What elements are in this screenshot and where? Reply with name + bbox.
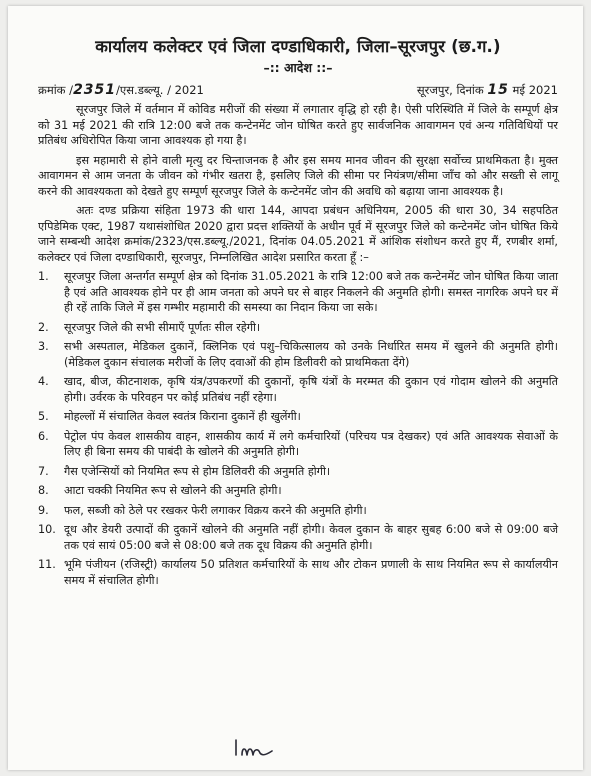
signature-mark bbox=[232, 737, 280, 759]
list-item bbox=[38, 374, 558, 405]
list-item bbox=[38, 320, 558, 336]
reference-line bbox=[38, 82, 558, 98]
item-number: 6. bbox=[38, 429, 49, 443]
item-text: आटा चक्की नियमित रूप से खोलने की अनुमति होगी। bbox=[64, 484, 282, 497]
item-number: 5. bbox=[38, 410, 49, 423]
list-item bbox=[38, 429, 558, 460]
item-number: 8. bbox=[38, 484, 49, 497]
item-number: 2. bbox=[38, 320, 49, 334]
list-item bbox=[38, 522, 558, 553]
handwritten-order-number: 2351 bbox=[73, 82, 117, 98]
handwritten-day: 15 bbox=[487, 82, 509, 98]
item-text: खाद, बीज, कीटनाशक, कृषि यंत्र/उपकरणों की दुकानों, कृषि यंत्रों के मरम्मत की दुकान एवं गोदाम खोलने की अनुमति होगी। उर्वरक के परिवहन पर कोई प्रतिबंध नहीं रहेगा। bbox=[64, 375, 558, 404]
document-page bbox=[8, 6, 583, 770]
paragraph-2: इस महामारी से होने वाली मृत्यु दर चिन्ताजनक है और इस समय मानव जीवन की सुरक्षा सर्वोच्च प्राथमिकता है। मुक्त आवागमन से आम जनता के जीवन को गंभीर खतरा है, इसलिए जिले की सीमा पर नियंत्रण/सीमा जाँच को और सख्ती से लागू करने की आवश्यकता को देखते हुए सम्पूर्ण सूरजपुर जिले के कन्टेनमेंट जोन की अवधि को बढ़ाया जाना आवश्यक है। bbox=[38, 153, 558, 198]
list-item bbox=[38, 339, 558, 370]
list-item bbox=[38, 503, 558, 519]
item-text: मोहल्लों में संचालित केवल स्वतंत्र किराना दुकानें ही खुलेंगी। bbox=[64, 410, 301, 423]
order-items-list bbox=[38, 269, 558, 588]
item-text: भूमि पंजीयन (रजिस्ट्री) कार्यालय 50 प्रतिशत कर्मचारियों के साथ और टोकन प्रणाली के साथ नियमित रूप से कार्यालयीन समय में संचालित होगी। bbox=[64, 558, 558, 587]
item-text: सूरजपुर जिले की सभी सीमाएँ पूर्णतः सील रहेगी। bbox=[64, 320, 261, 334]
item-text: सभी अस्पताल, मेडिकल दुकानें, क्लिनिक एवं पशु–चिकित्सालय को उनके निर्धारित समय में खुलने की अनुमति होगी। (मेडिकल दुकान संचालक मरीजों के लिए दवाओं की होम डिलीवरी को प्राथमिकता देंगे) bbox=[64, 340, 558, 369]
list-item bbox=[38, 269, 558, 316]
order-date: सूरजपुर, दिनांक 15 मई 2021 bbox=[416, 82, 558, 98]
item-number: 9. bbox=[38, 503, 49, 517]
item-number: 4. bbox=[38, 375, 49, 388]
list-item bbox=[38, 464, 558, 480]
list-item bbox=[38, 483, 558, 499]
signature bbox=[232, 737, 280, 763]
item-text: फल, सब्जी को ठेले पर रखकर फेरी लगाकर विक्रय करने की अनुमति होगी। bbox=[64, 503, 367, 517]
paragraph-3: अतः दण्ड प्रक्रिया संहिता 1973 की धारा 144, आपदा प्रबंधन अधिनियम, 2005 की धारा 30, 34 सहपठित एपिडेमिक एक्ट, 1987 यथासंशोधित 2020 द्वारा प्रदत्त शक्तियों के अधीन पूर्व में सूरजपुर जिले को कन्टेनमेंट जोन घोषित किये जाने सम्बन्धी आदेश क्रमांक/2323/एस.डब्ल्यू./2021, दिनांक 04.05.2021 में आंशिक संशोधन करते हुए मैं, रणबीर शर्मा, कलेक्टर एवं जिला दण्डाधिकारी, सूरजपुर, निम्नलिखित आदेश प्रसारित करता हूँ :– bbox=[38, 204, 558, 264]
item-text: दूध और डेयरी उत्पादों की दुकानें खोलने की अनुमति नहीं होगी। केवल दुकान के बाहर सुबह 6:00 बजे से 09:00 बजे तक एवं सायं 05:00 बजे से 08:00 बजे तक दूध विक्रय की अनुमति होगी। bbox=[64, 523, 558, 552]
list-item bbox=[38, 557, 558, 588]
document-content bbox=[38, 36, 558, 592]
list-item bbox=[38, 409, 558, 425]
item-number: 3. bbox=[38, 340, 49, 353]
item-number: 1. bbox=[38, 270, 49, 283]
item-number: 11. bbox=[38, 558, 56, 571]
item-text: सूरजपुर जिला अन्तर्गत सम्पूर्ण क्षेत्र को दिनांक 31.05.2021 के रात्रि 12:00 बजे तक कन्टेनमेंट जोन घोषित किया जाता है एवं अति आवश्यक होने पर ही आम जनता को अपने घर से बाहर निकलने की अनुमति होगी। समस्त नागरिक अपने घर में ही रहें ताकि जिले में इस गम्भीर महामारी की समस्या का निदान किया जा सके। bbox=[64, 270, 558, 314]
item-text: गैस एजेन्सियों को नियमित रूप से होम डिलिवरी की अनुमति होगी। bbox=[64, 464, 331, 478]
item-text: पेट्रोल पंप केवल शासकीय वाहन, शासकीय कार्य में लगे कर्मचारियों (परिचय पत्र देखकर) एवं अति आवश्यक सेवाओं के लिए ही बिना समय की पाबंदी के खोलने की अनुमति होगी। bbox=[64, 429, 558, 458]
item-number: 10. bbox=[38, 523, 56, 536]
item-number: 7. bbox=[38, 464, 49, 478]
order-heading: –:: आदेश ::– bbox=[263, 60, 333, 75]
office-title: कार्यालय कलेक्टर एवं जिला दण्डाधिकारी, जिला–सूरजपुर (छ.ग.) bbox=[95, 37, 501, 56]
paragraph-1: सूरजपुर जिले में वर्तमान में कोविड मरीजों की संख्या में लगातार वृद्धि हो रही है। ऐसी परिस्थिति में जिले के सम्पूर्ण क्षेत्र को 31 मई 2021 की रात्रि 12:00 बजे तक कन्टेनमेंट जोन घोषित करते हुए सार्वजनिक आवागमन एवं अन्य गतिविधियों पर प्रतिबंध अधिरोपित किया जाना आवश्यक हो गया है। bbox=[38, 103, 558, 147]
order-number: क्रमांक /2351/एस.डब्ल्यू. / 2021 bbox=[38, 82, 204, 98]
